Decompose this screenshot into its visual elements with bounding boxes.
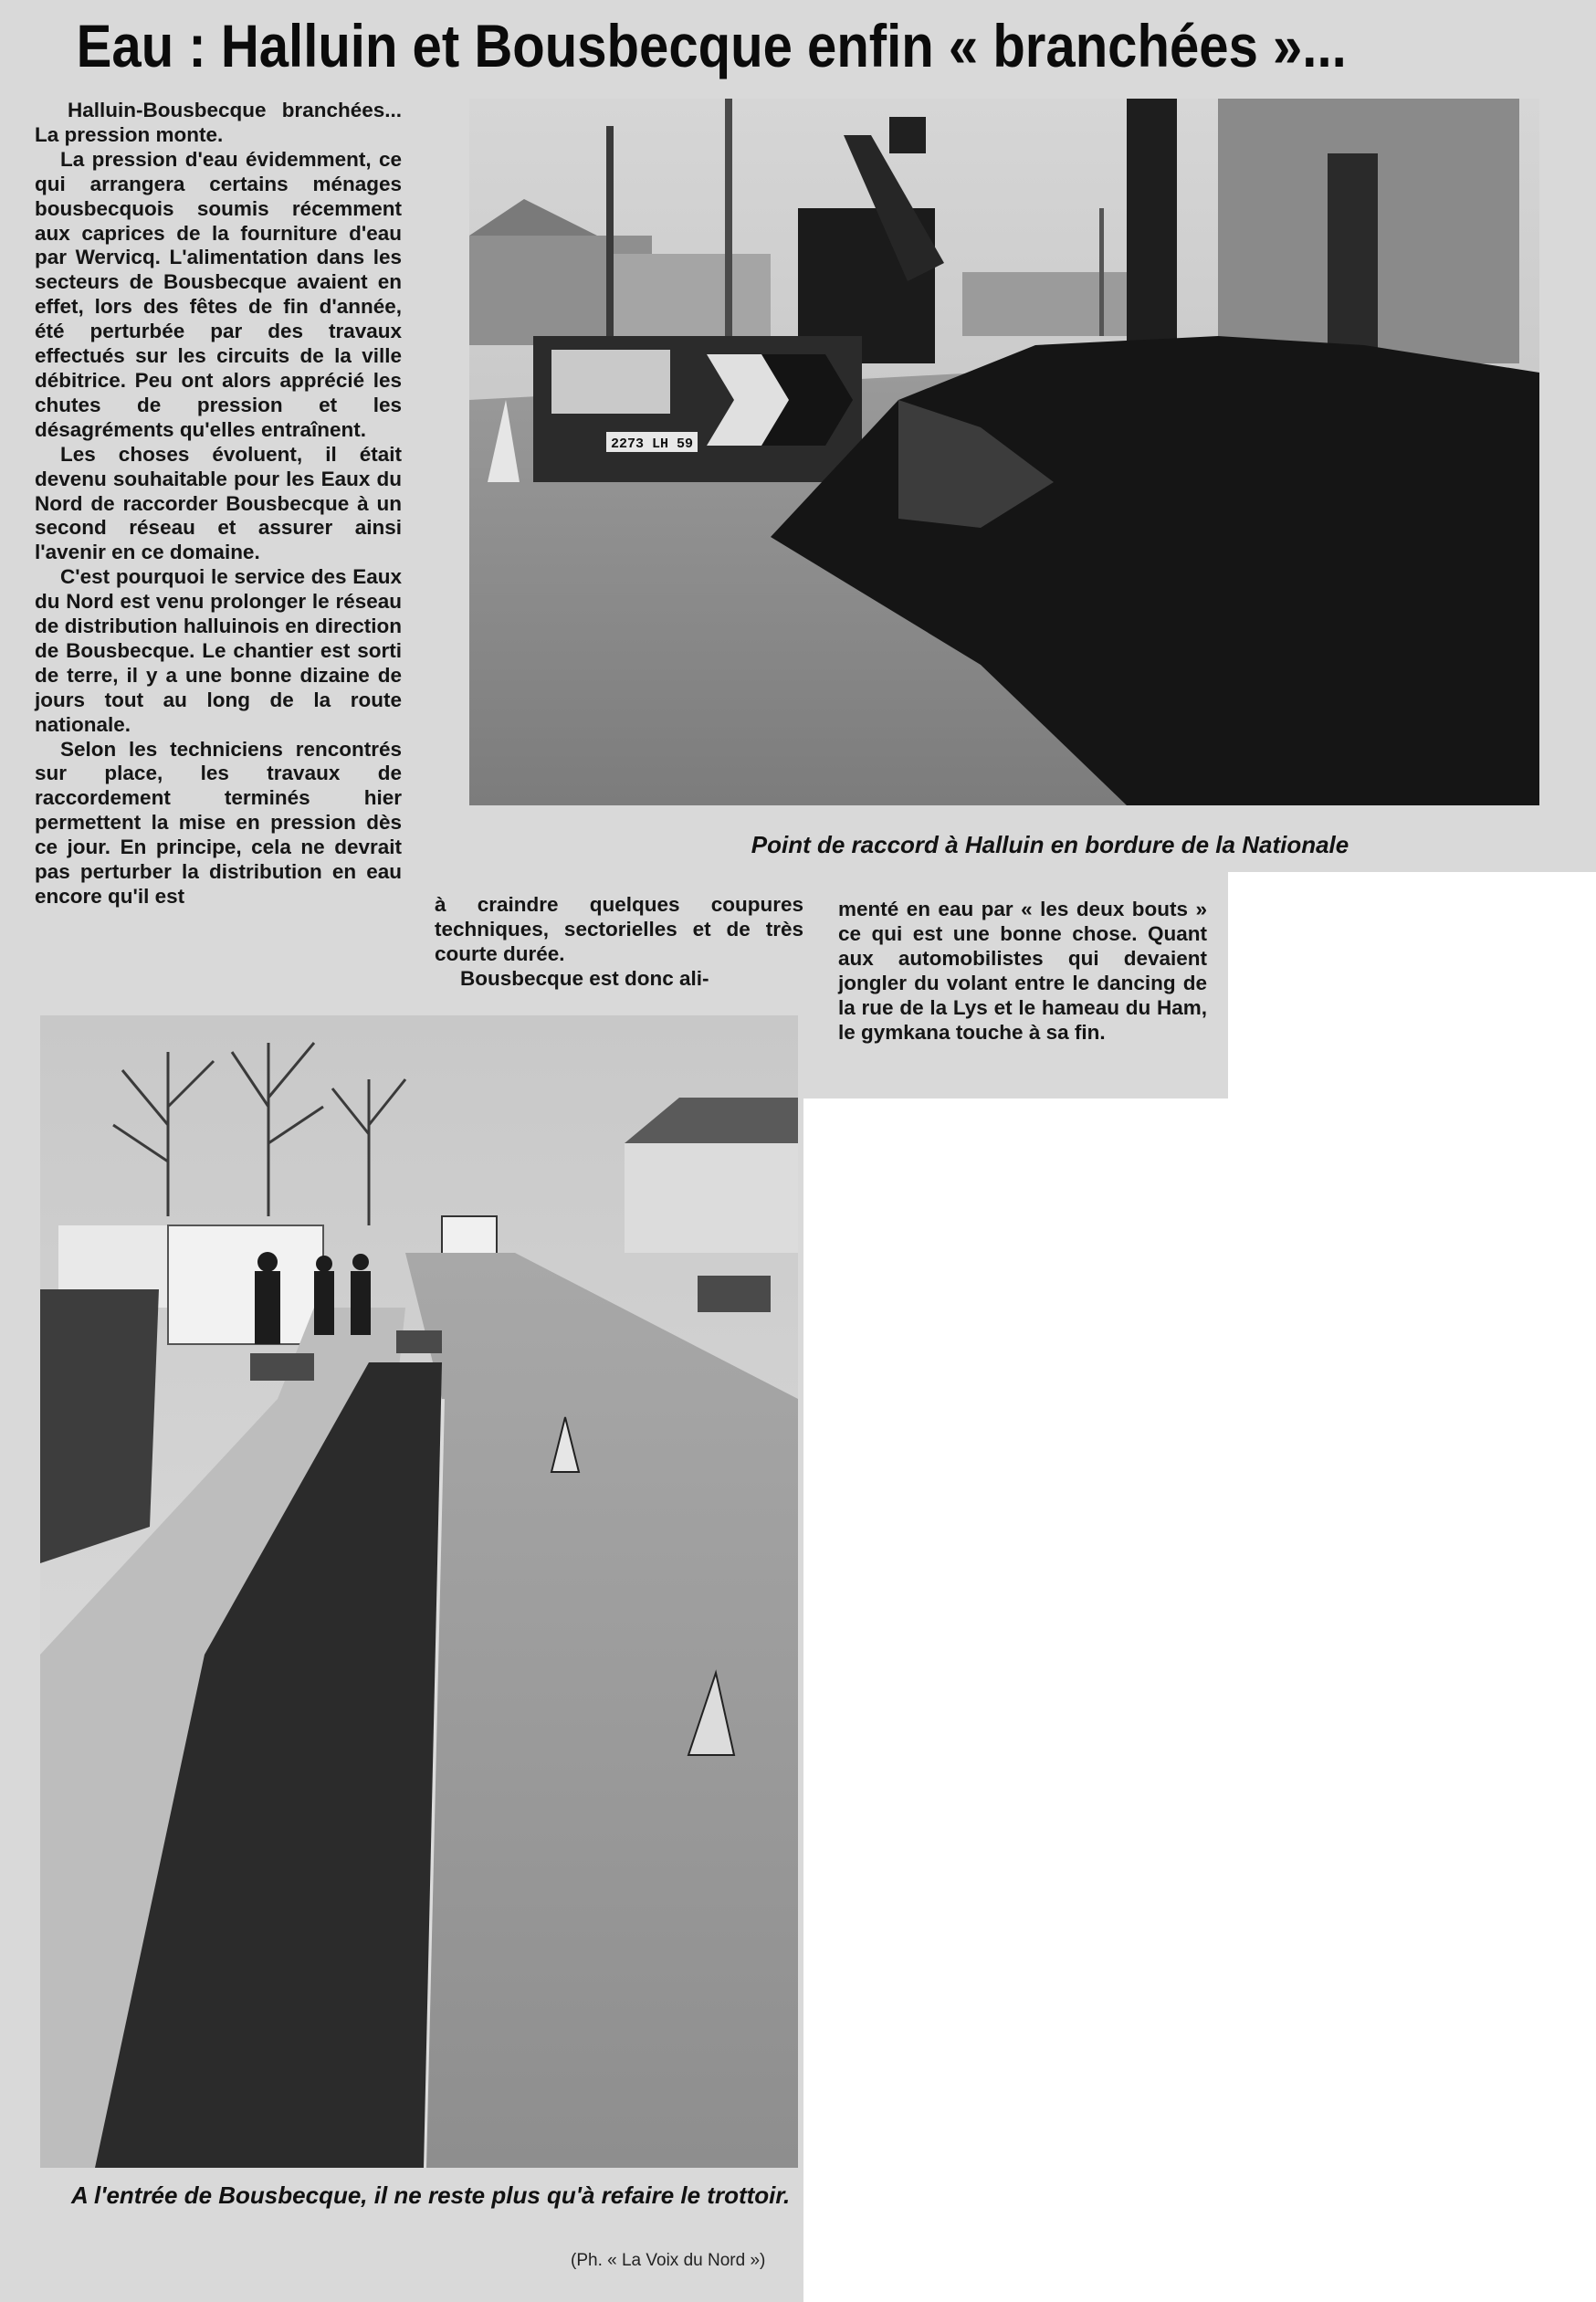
- paragraph: C'est pourquoi le service des Eaux du Nord est venu prolonger le réseau de distribution halluinois en direction de Bousbecque. Le chantier est sorti de terre, il y a une bonne dizaine de jours tout au long de la route nationale.: [35, 565, 402, 736]
- paragraph: Bousbecque est donc ali-: [460, 966, 709, 990]
- paragraph: Halluin-Bousbecque branchées... La pression monte.: [35, 99, 402, 146]
- article-column-left: [35, 99, 402, 909]
- paragraph: Les choses évoluent, il était devenu souhaitable pour les Eaux du Nord de raccorder Bousbecque à un second réseau et assurer ainsi l'avenir en ce domaine.: [35, 442, 402, 564]
- photo-caption-bottom: A l'entrée de Bousbecque, il ne reste plus qu'à refaire le trottoir.: [71, 2181, 791, 2209]
- photo-halluin-worksite: [469, 99, 1539, 805]
- paragraph: La pression d'eau évidemment, ce qui arrangera certains ménages bousbecquois soumis récemment aux caprices de la fourniture d'eau par Wervicq. L'alimentation dans les secteurs de Bousbecque avaient en effet, lors des fêtes de fin d'année, été perturbée par des travaux effectués sur les circuits de la ville débitrice. Peu ont alors apprécié les chutes de pression et les désagréments qu'elles entraînent.: [35, 147, 402, 441]
- paragraph: à craindre quelques coupures techniques, sectorielles et de très courte durée.: [435, 893, 803, 965]
- worksite-photo-image: [469, 99, 1539, 805]
- license-plate-text: 2273 LH 59: [610, 436, 694, 452]
- photo-caption-top: Point de raccord à Halluin en bordure de la Nationale: [751, 831, 1349, 858]
- photo-bousbecque-entrance: [40, 1015, 798, 2168]
- headline: Eau : Halluin et Bousbecque enfin « branchées »...: [76, 12, 1347, 79]
- paragraph: Selon les techniciens rencontrés sur place, les travaux de raccordement terminés hier permettent la mise en pression dès ce jour. En principe, cela ne devrait pas perturber la distribution en eau encore qu'il est: [35, 737, 402, 908]
- article-column-right: [838, 898, 1207, 1045]
- article-column-middle: [435, 893, 803, 992]
- paragraph: menté en eau par « les deux bouts » ce qui est une bonne chose. Quant aux automobilistes qui devaient jongler du volant entre le dancing de la rue de la Lys et le hameau du Ham, le gymkana touche à sa fin.: [838, 898, 1207, 1044]
- road-photo-image: [40, 1015, 798, 2168]
- photo-credit: (Ph. « La Voix du Nord »): [571, 2251, 766, 2270]
